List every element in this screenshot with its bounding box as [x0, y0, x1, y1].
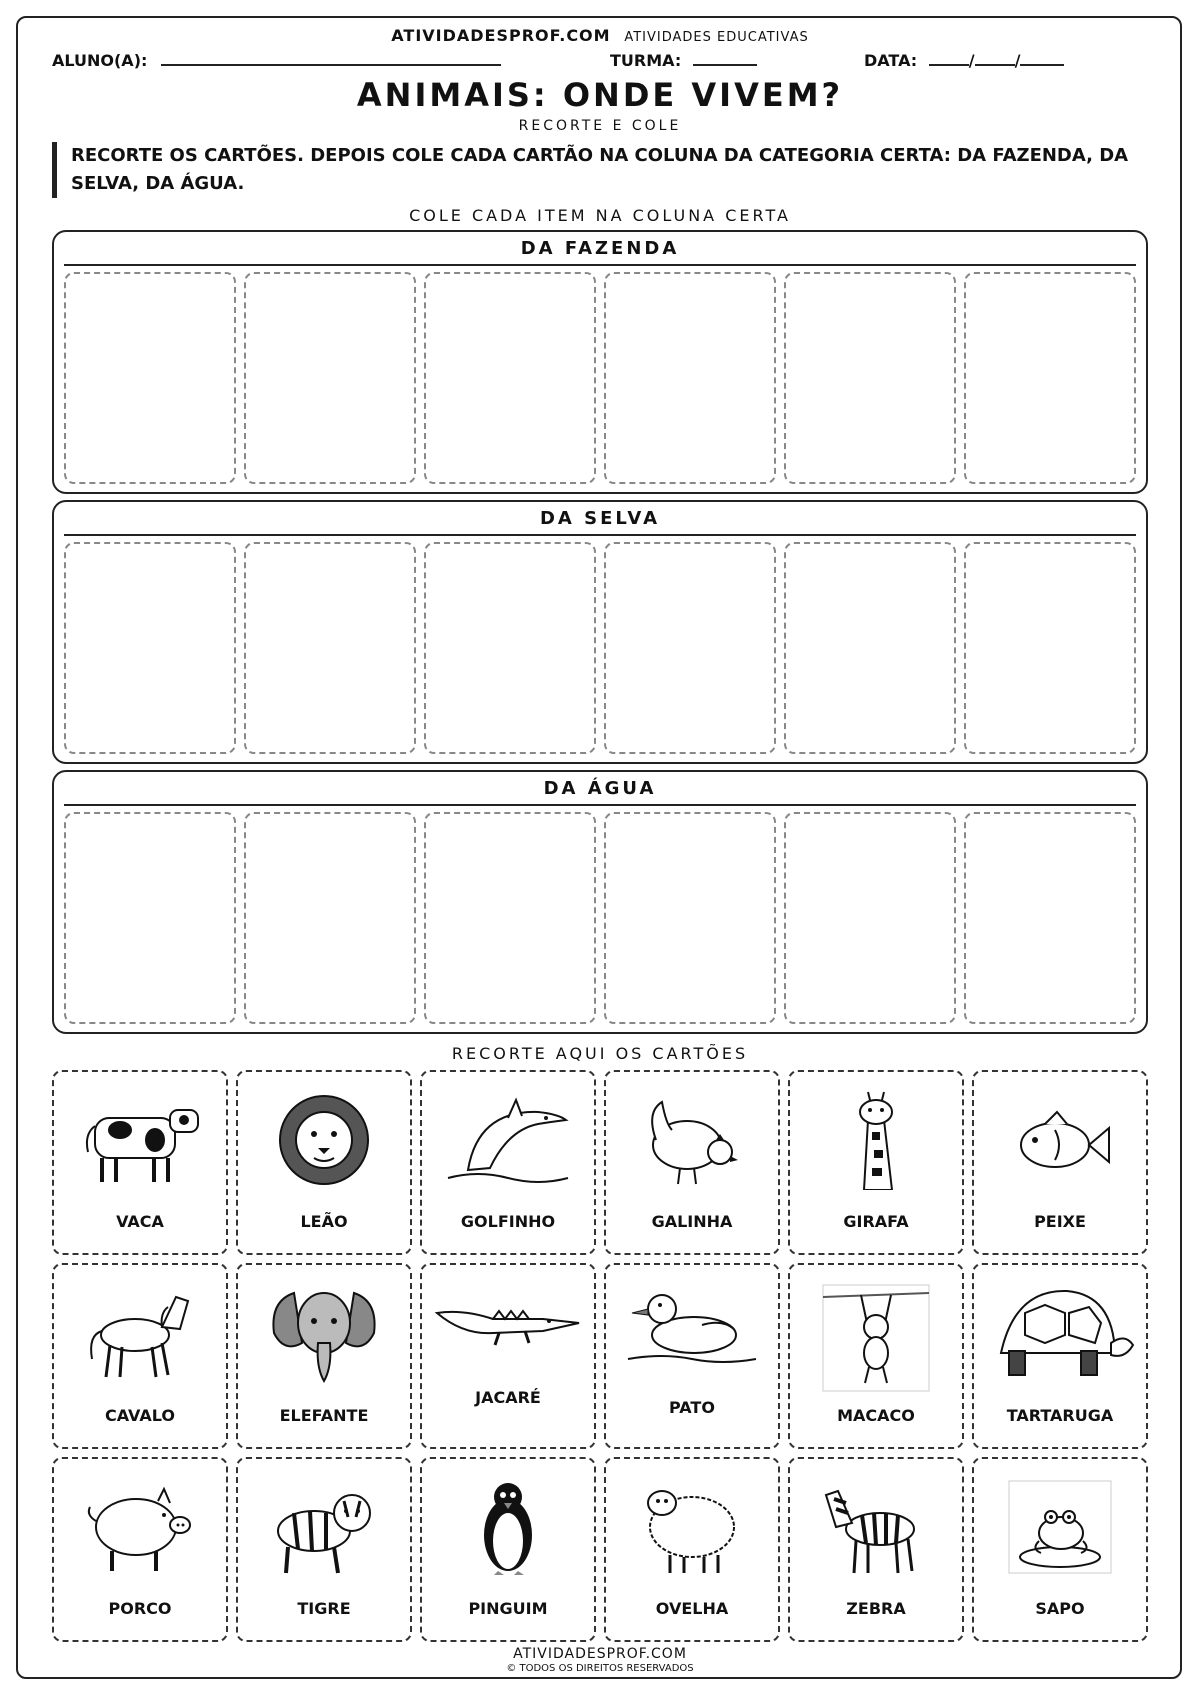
paste-slot[interactable]: [244, 542, 416, 754]
tortoise-icon: [985, 1283, 1135, 1383]
card-label: VACA: [116, 1212, 164, 1232]
card-grid: [52, 1070, 1148, 1642]
student-label: ALUNO(A):: [52, 51, 148, 70]
card-alligator[interactable]: [420, 1263, 596, 1448]
card-hen[interactable]: [604, 1070, 780, 1255]
penguin-icon: [468, 1477, 548, 1577]
fish-icon: [1005, 1090, 1115, 1190]
sheep-icon: [632, 1477, 752, 1577]
card-elephant[interactable]: [236, 1263, 412, 1448]
card-pig[interactable]: [52, 1457, 228, 1642]
card-fish[interactable]: [972, 1070, 1148, 1255]
card-tiger[interactable]: [236, 1457, 412, 1642]
category-box-water: [52, 770, 1148, 1034]
card-giraffe[interactable]: [788, 1070, 964, 1255]
card-label: CAVALO: [105, 1405, 175, 1425]
paste-slot[interactable]: [964, 272, 1136, 484]
card-penguin[interactable]: [420, 1457, 596, 1642]
footer-site: ATIVIDADESPROF.COM: [513, 1646, 687, 1662]
class-label: TURMA:: [610, 51, 682, 70]
date-sep-2: /: [1014, 51, 1021, 70]
paste-slot[interactable]: [424, 272, 596, 484]
card-frog[interactable]: [972, 1457, 1148, 1642]
date-field[interactable]: [864, 50, 1064, 70]
date-label: DATA:: [864, 51, 918, 70]
page-title: ANIMAIS: ONDE VIVEM?: [356, 76, 844, 114]
paste-slot[interactable]: [244, 812, 416, 1024]
category-divider: [64, 804, 1136, 806]
paste-slot[interactable]: [64, 542, 236, 754]
card-label: PEIXE: [1034, 1212, 1086, 1232]
date-year-line[interactable]: [1020, 50, 1064, 66]
card-label: TIGRE: [297, 1598, 351, 1618]
paste-section-label: COLE CADA ITEM NA COLUNA CERTA: [409, 206, 791, 225]
card-label: PORCO: [108, 1598, 172, 1618]
paste-slots: [64, 812, 1136, 1024]
card-label: JACARÉ: [475, 1387, 541, 1407]
class-line[interactable]: [693, 50, 757, 66]
instructions: RECORTE OS CARTÕES. DEPOIS COLE CADA CARTÃO NA COLUNA DA CATEGORIA CERTA: DA FAZENDA, DA SELVA, DA ÁGUA.: [52, 142, 1151, 198]
paste-slot[interactable]: [244, 272, 416, 484]
giraffe-icon: [836, 1090, 916, 1190]
card-cow[interactable]: [52, 1070, 228, 1255]
horse-icon: [80, 1283, 200, 1383]
card-label: GIRAFA: [843, 1212, 909, 1232]
category-divider: [64, 534, 1136, 536]
monkey-icon: [821, 1283, 931, 1393]
card-label: GOLFINHO: [460, 1212, 556, 1232]
card-label: SAPO: [1035, 1598, 1085, 1618]
card-monkey[interactable]: [788, 1263, 964, 1448]
category-divider: [64, 264, 1136, 266]
lion-icon: [269, 1090, 379, 1190]
card-label: OVELHA: [655, 1598, 729, 1618]
duck-icon: [622, 1283, 762, 1373]
paste-slot[interactable]: [964, 812, 1136, 1024]
card-label: PATO: [669, 1397, 715, 1417]
card-lion[interactable]: [236, 1070, 412, 1255]
footer-rights: © TODOS OS DIREITOS RESERVADOS: [506, 1663, 694, 1674]
paste-slot[interactable]: [784, 542, 956, 754]
date-month-line[interactable]: [975, 50, 1015, 66]
page-subtitle: RECORTE E COLE: [518, 118, 682, 134]
card-sheep[interactable]: [604, 1457, 780, 1642]
card-horse[interactable]: [52, 1263, 228, 1448]
paste-slots: [64, 542, 1136, 754]
paste-slot[interactable]: [604, 272, 776, 484]
paste-slot[interactable]: [784, 272, 956, 484]
paste-slot[interactable]: [424, 542, 596, 754]
frog-icon: [1005, 1477, 1115, 1577]
card-duck[interactable]: [604, 1263, 780, 1448]
zebra-icon: [816, 1477, 936, 1577]
card-label: ZEBRA: [846, 1598, 906, 1618]
category-title: DA SELVA: [539, 508, 661, 529]
site-header: [0, 26, 1200, 45]
card-label: TARTARUGA: [1006, 1405, 1114, 1425]
paste-slot[interactable]: [784, 812, 956, 1024]
paste-slot[interactable]: [64, 272, 236, 484]
cow-icon: [70, 1090, 210, 1190]
paste-slot[interactable]: [604, 542, 776, 754]
card-zebra[interactable]: [788, 1457, 964, 1642]
card-label: GALINHA: [651, 1212, 733, 1232]
card-label: LEÃO: [300, 1212, 348, 1232]
tiger-icon: [264, 1477, 384, 1577]
paste-slot[interactable]: [64, 812, 236, 1024]
site-tagline: ATIVIDADES EDUCATIVAS: [624, 30, 809, 45]
pig-icon: [80, 1477, 200, 1577]
paste-slots: [64, 272, 1136, 484]
card-label: PINGUIM: [468, 1598, 548, 1618]
dolphin-icon: [438, 1090, 578, 1190]
hen-icon: [632, 1090, 752, 1190]
card-dolphin[interactable]: [420, 1070, 596, 1255]
date-day-line[interactable]: [929, 50, 969, 66]
card-label: ELEFANTE: [279, 1405, 369, 1425]
class-field[interactable]: [610, 50, 757, 70]
cut-section-label: RECORTE AQUI OS CARTÕES: [451, 1044, 749, 1063]
category-box-farm: [52, 230, 1148, 494]
student-fields: [52, 50, 1152, 74]
card-label: MACACO: [837, 1405, 915, 1425]
alligator-icon: [433, 1283, 583, 1363]
category-box-jungle: [52, 500, 1148, 764]
student-field[interactable]: [52, 50, 501, 70]
category-title: DA ÁGUA: [543, 778, 657, 799]
site-name: ATIVIDADESPROF.COM: [391, 26, 611, 45]
paste-slot[interactable]: [604, 812, 776, 1024]
date-sep-1: /: [968, 51, 975, 70]
student-line[interactable]: [161, 50, 501, 66]
category-title: DA FAZENDA: [520, 238, 680, 259]
paste-slot[interactable]: [424, 812, 596, 1024]
paste-slot[interactable]: [964, 542, 1136, 754]
card-tortoise[interactable]: [972, 1263, 1148, 1448]
elephant-icon: [264, 1283, 384, 1383]
